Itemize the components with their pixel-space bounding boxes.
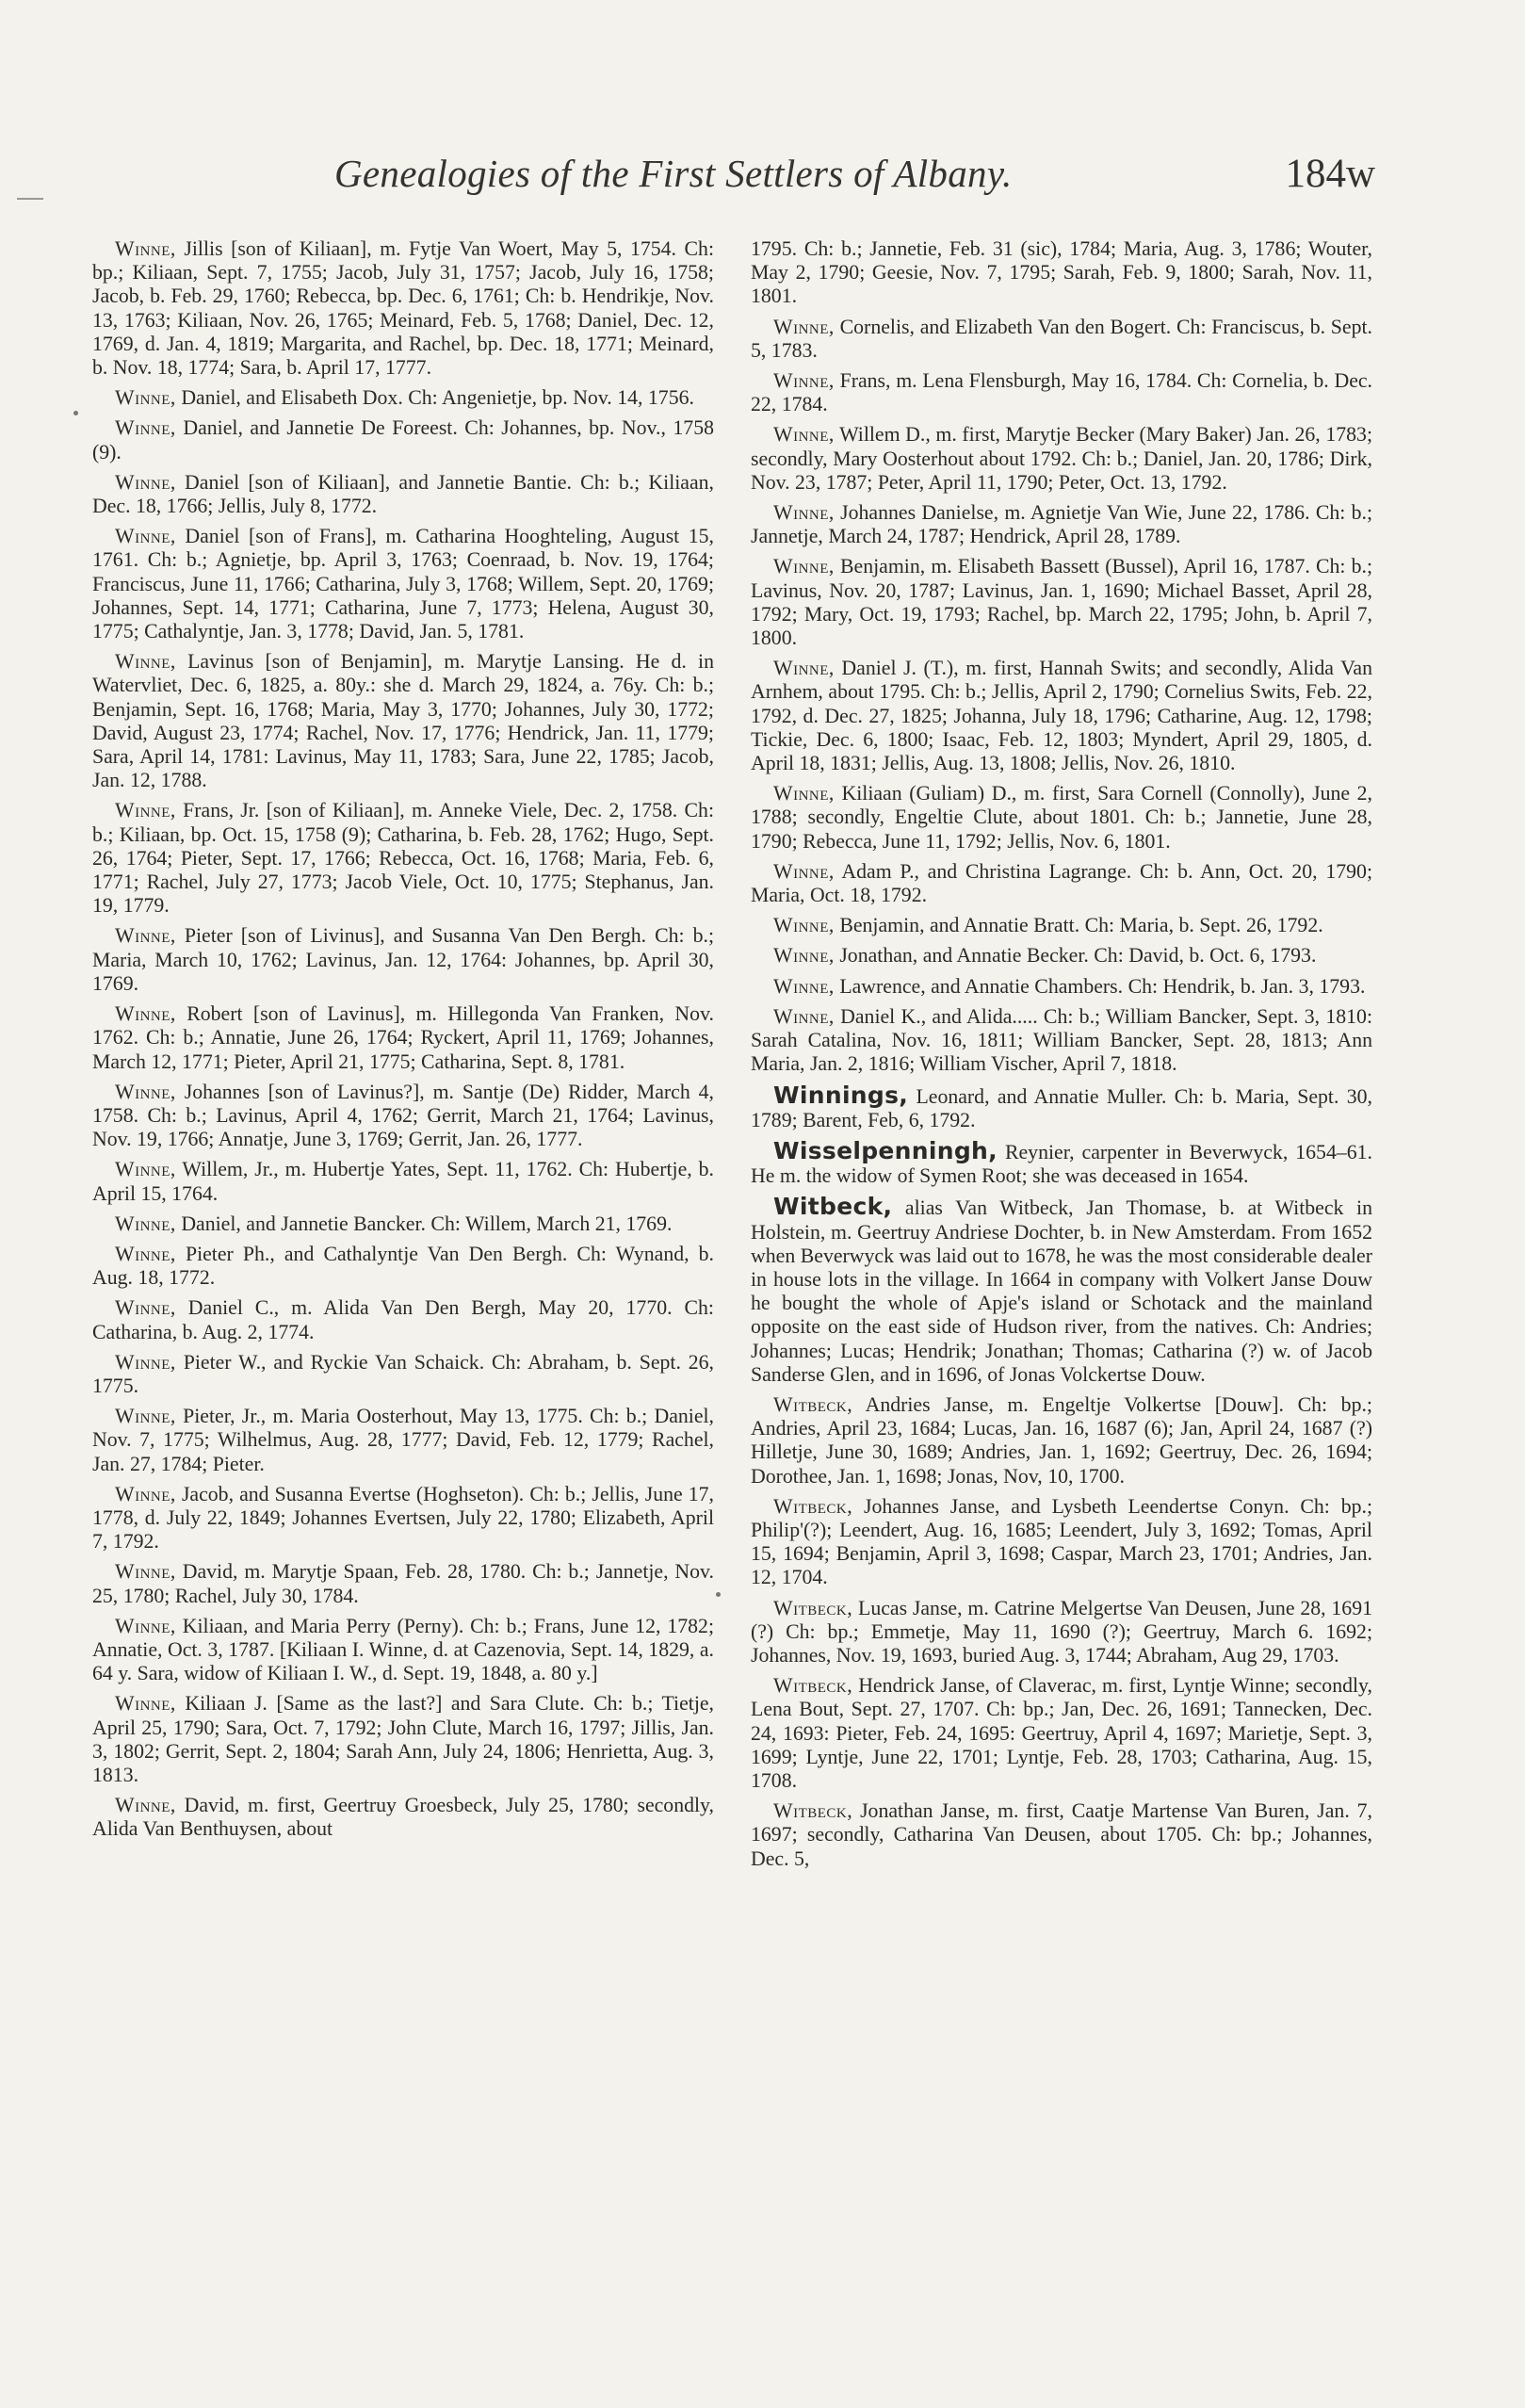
entry-surname: Winne, — [115, 1002, 176, 1026]
entry-surname: Winne, — [115, 1560, 176, 1584]
entry-text: Jacob, and Susanna Evertse (Hoghseton). Ch: b.; Jellis, June 17, 1778, d. July 22, 1849; Johannes Evertsen, July 22, 1780; Elizabeth, April 7, 1792. — [92, 1482, 714, 1554]
entry-text: Lavinus [son of Benjamin], m. Marytje Lansing. He d. in Watervliet, Dec. 6, 1825, a. 80y.: she d. March 29, 1824, a. 76y. Ch: b.; Benjamin, Sept. 16, 1768; Maria, May 3, 1770; Johannes, July 30, 1772; David, August 23, 1774; Rachel, Nov. 17, 1776; Hendrick, Jan. 11, 1779; Sara, April 14, 1781: Lavinus, May 11, 1783; Sara, June 22, 1785; Jacob, Jan. 12, 1788. — [92, 650, 714, 792]
entry-surname: Winne, — [115, 237, 176, 260]
entry-text: Reynier, carpenter in Beverwyck, 1654–61. He m. the widow of Symen Root; she was deceased in 1654. — [751, 1140, 1373, 1188]
entry-text: Willem D., m. first, Marytje Becker (Mary Baker) Jan. 26, 1783; secondly, Mary Oosterhout about 1792. Ch: b.; Daniel, Jan. 20, 1786; Dirk, Nov. 23, 1787; Peter, April 11, 1790; Peter, Oct. 13, 1792. — [751, 423, 1372, 494]
genealogy-entry — [751, 975, 1372, 999]
entry-surname: Winne, — [115, 1350, 176, 1374]
page-header — [89, 151, 1375, 207]
genealogy-entry — [92, 1560, 714, 1607]
genealogy-entry — [751, 369, 1372, 416]
entry-surname: Winne, — [773, 944, 835, 968]
entry-text: Daniel C., m. Alida Van Den Bergh, May 20, 1770. Ch: Catharina, b. Aug. 2, 1774. — [92, 1296, 714, 1343]
entry-text: Daniel [son of Frans], m. Catharina Hooghteling, August 15, 1761. Ch: b.; Agnietje, bp. April 3, 1763; Coenraad, b. Nov. 19, 1764; Franciscus, June 11, 1766; Catharina, July 3, 1768; Willem, Sept. 20, 1769; Johannes, Sept. 14, 1771; Catharina, June 7, 1773; Helena, August 30, 1775; Cathalyntje, Jan. 3, 1778; David, Jan. 5, 1781. — [92, 525, 714, 643]
genealogy-entry — [751, 782, 1372, 854]
genealogy-entry — [751, 1393, 1372, 1489]
entry-text: Jillis [son of Kiliaan], m. Fytje Van Woert, May 5, 1754. Ch: bp.; Kiliaan, Sept. 7, 1755; Jacob, July 31, 1757; Jacob, July 16, 1758; Jacob, b. Feb. 29, 1760; Rebecca, bp. Dec. 6, 1761; Ch: b. Hendrikje, Nov. 13, 1763; Kiliaan, Nov. 26, 1765; Meinard, Feb. 5, 1768; Daniel, Dec. 12, 1769, d. Jan. 4, 1819; Margarita, and Rachel, bp. Dec. 18, 1771; Meinard, b. Nov. 18, 1774; Sara, b. April 17, 1777. — [92, 237, 715, 380]
entry-surname: Winne, — [115, 1296, 176, 1320]
left-column — [92, 237, 714, 1848]
genealogy-entry — [751, 1195, 1372, 1387]
entry-text: Robert [son of Lavinus], m. Hillegonda Van Franken, Nov. 1762. Ch: b.; Annatie, June 26, 1764; Ryckert, April 11, 1769; Johannes, March 12, 1771; Pieter, April 21, 1775; Catharina, Sept. 8, 1781. — [92, 1002, 715, 1073]
entry-text: Daniel, and Elisabeth Dox. Ch: Angenietje, bp. Nov. 14, 1756. — [181, 386, 694, 410]
genealogy-entry — [92, 471, 714, 518]
entry-surname: Winne, — [115, 1614, 176, 1637]
entry-surname: Winne, — [115, 416, 176, 440]
entry-text: Andries Janse, m. Engeltje Volkertse [Douw]. Ch: bp.; Andries, April 23, 1684; Lucas, Jan. 16, 1687 (6); Jan, April 24, 1687 (?) Hilletje, June 30, 1689; Andries, Jan. 1, 1692; Geertruy, Dec. 26, 1694; Dorothee, Jan. 1, 1698; Jonas, Nov, 10, 1700. — [751, 1392, 1372, 1488]
entry-text: Daniel [son of Kiliaan], and Jannetie Bantie. Ch: b.; Kiliaan, Dec. 18, 1766; Jellis, July 8, 1772. — [92, 470, 715, 518]
entry-surname: Witbeck, — [773, 1674, 853, 1698]
genealogy-entry — [751, 1799, 1372, 1871]
entry-text: Johannes [son of Lavinus?], m. Santje (De) Ridder, March 4, 1758. Ch: b.; Lavinus, April 4, 1762; Gerrit, March 21, 1764; Lavinus, Nov. 19, 1766; Annatje, June 3, 1769; Gerrit, Jan. 26, 1777. — [92, 1080, 715, 1151]
entry-surname: Winne, — [115, 1794, 176, 1817]
entry-text: David, m. Marytje Spaan, Feb. 28, 1780. Ch: b.; Jannetje, Nov. 25, 1780; Rachel, July 30, 1784. — [92, 1560, 714, 1607]
entry-surname: Witbeck, — [773, 1392, 853, 1416]
entry-surname: Wisselpenningh, — [773, 1136, 998, 1164]
entry-surname: Winne, — [115, 1405, 176, 1428]
genealogy-entry — [751, 1136, 1373, 1188]
entry-surname: Winne, — [115, 1692, 176, 1716]
genealogy-entry — [92, 1212, 714, 1236]
entry-surname: Winne, — [115, 650, 176, 674]
entry-surname: Winne, — [773, 315, 835, 338]
entry-text: Daniel, and Jannetie Bancker. Ch: Willem, March 21, 1769. — [181, 1212, 673, 1235]
entry-text: Lawrence, and Annatie Chambers. Ch: Hendrik, b. Jan. 3, 1793. — [839, 974, 1366, 998]
entry-text: Jonathan, and Annatie Becker. Ch: David, b. Oct. 6, 1793. — [839, 944, 1317, 968]
genealogy-entry — [92, 1243, 714, 1290]
entry-surname: Winne, — [773, 657, 835, 680]
right-column — [751, 237, 1372, 1878]
genealogy-entry — [92, 1483, 714, 1554]
entry-surname: Winne, — [115, 1080, 176, 1103]
margin-dot — [716, 1592, 721, 1597]
entry-text: alias Van Witbeck, Jan Thomase, b. at Witbeck in Holstein, m. Geertruy Andriese Dochter, b. in New Amsterdam. From 1652 when Beverwyck was laid out to 1678, he was the most considerable dealer in house lots in the village. In 1664 in company with Volkert Janse Douw he bought the whole of Apje's island or Schotack and the mainland opposite on the east side of Hudson river, from the natives. Ch: Andries; Johannes; Lucas; Hendrik; Jonathan; Thomas; Catharina (?) w. of Jacob Sanderse Glen, and in 1696, of Jonas Volckertse Douw. — [751, 1196, 1372, 1386]
genealogy-entry — [92, 1405, 714, 1476]
entry-text: Kiliaan (Guliam) D., m. first, Sara Cornell (Connolly), June 2, 1788; secondly, Engeltie Clute, about 1801. Ch: b.; Jannetie, June 28, 1790; Rebecca, June 11, 1792; Jellis, Nov. 6, 1801. — [751, 782, 1372, 853]
entry-surname: Winne, — [115, 525, 176, 548]
genealogy-entry — [751, 860, 1372, 907]
entry-text: Pieter Ph., and Cathalyntje Van Den Bergh. Ch: Wynand, b. Aug. 18, 1772. — [92, 1242, 715, 1290]
entry-text: Cornelis, and Elizabeth Van den Bogert. Ch: Franciscus, b. Sept. 5, 1783. — [751, 315, 1372, 362]
entry-surname: Winne, — [773, 369, 835, 393]
entry-surname: Winne, — [115, 924, 176, 948]
entry-surname: Witbeck, — [773, 1799, 853, 1823]
entry-text: Jonathan Janse, m. first, Caatje Martense Van Buren, Jan. 7, 1697; secondly, Catharina Van Deusen, about 1705. Ch: bp.; Johannes, Dec. 5, — [751, 1799, 1372, 1870]
genealogy-entry — [92, 237, 714, 380]
genealogy-entry — [751, 1005, 1372, 1077]
margin-rule — [17, 198, 43, 200]
genealogy-entry — [751, 316, 1372, 363]
entry-text: Kiliaan, and Maria Perry (Perny). Ch: b.; Frans, June 12, 1782; Annatie, Oct. 3, 1787. [Kiliaan I. Winne, d. at Cazenovia, Sept. 14, 1829, a. 64 y. Sara, widow of Kiliaan I. W., d. Sept. 19, 1848, a. 80 y.] — [92, 1614, 714, 1685]
genealogy-entry — [92, 416, 714, 464]
entry-text: Frans, m. Lena Flensburgh, May 16, 1784. Ch: Cornelia, b. Dec. 22, 1784. — [751, 369, 1372, 416]
genealogy-entry — [92, 924, 714, 996]
entry-text: Lucas Janse, m. Catrine Melgertse Van Deusen, June 28, 1691 (?) Ch: bp.; Emmetje, May 11, 1690 (?); Geertruy, March 6. 1692; Johannes, Nov. 19, 1693, buried Aug. 3, 1744; Abraham, Aug 29, 1703. — [751, 1596, 1372, 1667]
entry-surname: Winne, — [115, 1482, 176, 1505]
genealogy-entry — [92, 1351, 714, 1398]
genealogy-entry — [751, 501, 1372, 548]
genealogy-entry — [751, 423, 1372, 495]
entry-text: Daniel J. (T.), m. first, Hannah Swits; and secondly, Alida Van Arnhem, about 1795. Ch: b.; Jellis, April 2, 1790; Cornelius Swits, Feb. 22, 1792, d. Dec. 27, 1825; Johanna, July 18, 1796; Catharine, Aug. 12, 1798; Tickie, Dec. 6, 1800; Isaac, Feb. 12, 1803; Myndert, April 29, 1805, d. April 18, 1831; Jellis, Aug. 13, 1808; Jellis, Nov. 26, 1810. — [751, 657, 1372, 775]
genealogy-entry — [92, 1615, 714, 1686]
margin-dot — [73, 411, 78, 415]
genealogy-entry — [92, 799, 714, 918]
entry-text: Pieter, Jr., m. Maria Oosterhout, May 13, 1775. Ch: b.; Daniel, Nov. 7, 1775; Wilhelmus, Aug. 28, 1777; David, Feb. 12, 1779; Rachel, Jan. 27, 1784; Pieter. — [92, 1405, 715, 1475]
entry-surname: Winne, — [773, 782, 835, 805]
entry-text: Johannes Janse, and Lysbeth Leendertse Conyn. Ch: bp.; Philip'(?); Leendert, Aug. 16, 1685; Leendert, July 3, 1692; Tomas, April 15, 1694; Benjamin, April 3, 1698; Caspar, March 23, 1701; Andries, Jan. 12, 1704. — [751, 1494, 1373, 1589]
genealogy-entry — [751, 944, 1372, 968]
genealogy-entry — [92, 1081, 714, 1152]
running-title: Genealogies of the First Settlers of Albany. — [334, 152, 1013, 195]
entry-text: David, m. first, Geertruy Groesbeck, July 25, 1780; secondly, Alida Van Benthuysen, about — [92, 1794, 714, 1841]
entry-text: Pieter W., and Ryckie Van Schaick. Ch: Abraham, b. Sept. 26, 1775. — [92, 1350, 715, 1397]
entry-surname: Winne, — [115, 1158, 176, 1181]
entry-surname: Winne, — [773, 974, 835, 998]
genealogy-entry — [751, 1083, 1372, 1132]
genealogy-entry — [92, 1794, 714, 1841]
page-number: 184w — [1285, 152, 1375, 196]
entry-surname: Winne, — [115, 386, 176, 410]
entry-text: Johannes Danielse, m. Agnietje Van Wie, June 22, 1786. Ch: b.; Jannetje, March 24, 1787; Hendrick, April 28, 1789. — [751, 501, 1372, 548]
entry-text: Hendrick Janse, of Claverac, m. first, Lyntje Winne; secondly, Lena Bout, Sept. 27, 1707. Ch: bp.; Jan, Dec. 26, 1691; Tannecken, Dec. 24, 1693: Pieter, Feb. 24, 1695: Geertruy, April 4, 1697; Marietje, Sept. 3, 1699; Lyntje, June 22, 1701; Lyntje, Feb. 28, 1703; Catharina, Aug. 15, 1708. — [751, 1674, 1372, 1792]
genealogy-entry — [751, 1597, 1372, 1668]
genealogy-entry — [751, 657, 1372, 775]
genealogy-entry — [751, 914, 1372, 937]
entry-text: 1795. Ch: b.; Jannetie, Feb. 31 (sic), 1784; Maria, Aug. 3, 1786; Wouter, May 2, 1790; Geesie, Nov. 7, 1795; Sarah, Feb. 9, 1800; Sarah, Nov. 11, 1801. — [751, 237, 1372, 308]
genealogy-entry — [92, 650, 714, 792]
entry-surname: Winne, — [115, 470, 176, 494]
entry-text: Benjamin, and Annatie Bratt. Ch: Maria, b. Sept. 26, 1792. — [839, 914, 1323, 937]
entry-surname: Winne, — [773, 555, 835, 578]
entry-surname: Winne, — [773, 859, 835, 883]
entry-surname: Winne, — [115, 1212, 176, 1235]
entry-text: Leonard, and Annatie Muller. Ch: b. Maria, Sept. 30, 1789; Barent, Feb, 6, 1792. — [751, 1084, 1372, 1131]
genealogy-entry — [92, 1692, 714, 1787]
genealogy-entry — [751, 1674, 1372, 1793]
genealogy-entry — [92, 1296, 714, 1343]
genealogy-entry — [92, 525, 714, 643]
entry-surname: Winne, — [773, 423, 835, 447]
entry-text: Pieter [son of Livinus], and Susanna Van Den Bergh. Ch: b.; Maria, March 10, 1762; Lavinus, Jan. 12, 1764: Johannes, bp. April 30, 1769. — [92, 924, 714, 995]
genealogy-entry — [92, 1002, 714, 1074]
entry-surname: Winne, — [773, 1004, 835, 1028]
genealogy-entry — [751, 1495, 1372, 1590]
entry-text: Daniel K., and Alida..... Ch: b.; William Bancker, Sept. 3, 1810: Sarah Catalina, Nov. 16, 1811; William Bancker, Sept. 28, 1813; Ann Maria, Jan. 2, 1816; William Vischer, April 7, 1818. — [751, 1004, 1372, 1076]
entry-text: Benjamin, m. Elisabeth Bassett (Bussel), April 16, 1787. Ch: b.; Lavinus, Nov. 20, 1787; Lavinus, Jan. 1, 1690; Michael Basset, April 28, 1792; Mary, Oct. 19, 1793; Rachel, bp. March 22, 1795; John, b. April 7, 1800. — [751, 555, 1372, 650]
entry-surname: Winne, — [115, 799, 176, 822]
entry-text: Willem, Jr., m. Hubertje Yates, Sept. 11, 1762. Ch: Hubertje, b. April 15, 1764. — [92, 1158, 714, 1205]
genealogy-entry — [751, 237, 1372, 309]
genealogy-entry — [751, 555, 1372, 650]
entry-surname: Winnings, — [773, 1081, 909, 1109]
genealogy-entry — [92, 386, 714, 410]
entry-text: Daniel, and Jannetie De Foreest. Ch: Johannes, bp. Nov., 1758 (9). — [92, 416, 714, 464]
entry-surname: Witbeck, — [773, 1596, 853, 1619]
entry-text: Kiliaan J. [Same as the last?] and Sara Clute. Ch: b.; Tietje, April 25, 1790; Sara, Oct. 7, 1792; John Clute, March 16, 1797; Jillis, Jan. 3, 1802; Gerrit, Sept. 2, 1804; Sarah Ann, July 24, 1806; Henrietta, Aug. 3, 1813. — [92, 1692, 715, 1786]
entry-surname: Witbeck, — [773, 1193, 893, 1221]
entry-surname: Winne, — [115, 1242, 176, 1265]
entry-text: Frans, Jr. [son of Kiliaan], m. Anneke Viele, Dec. 2, 1758. Ch: b.; Kiliaan, bp. Oct. 15, 1758 (9); Catharina, b. Feb. 28, 1762; Hugo, Sept. 26, 1764; Pieter, Sept. 17, 1766; Rebecca, Oct. 16, 1768; Maria, Feb. 6, 1771; Rachel, July 27, 1773; Jacob Viele, Oct. 10, 1775; Stephanus, Jan. 19, 1779. — [92, 799, 714, 918]
entry-text: Adam P., and Christina Lagrange. Ch: b. Ann, Oct. 20, 1790; Maria, Oct. 18, 1792. — [751, 859, 1372, 907]
entry-surname: Winne, — [773, 501, 835, 525]
entry-surname: Winne, — [773, 914, 835, 937]
entry-surname: Witbeck, — [773, 1494, 853, 1518]
genealogy-entry — [92, 1158, 714, 1205]
